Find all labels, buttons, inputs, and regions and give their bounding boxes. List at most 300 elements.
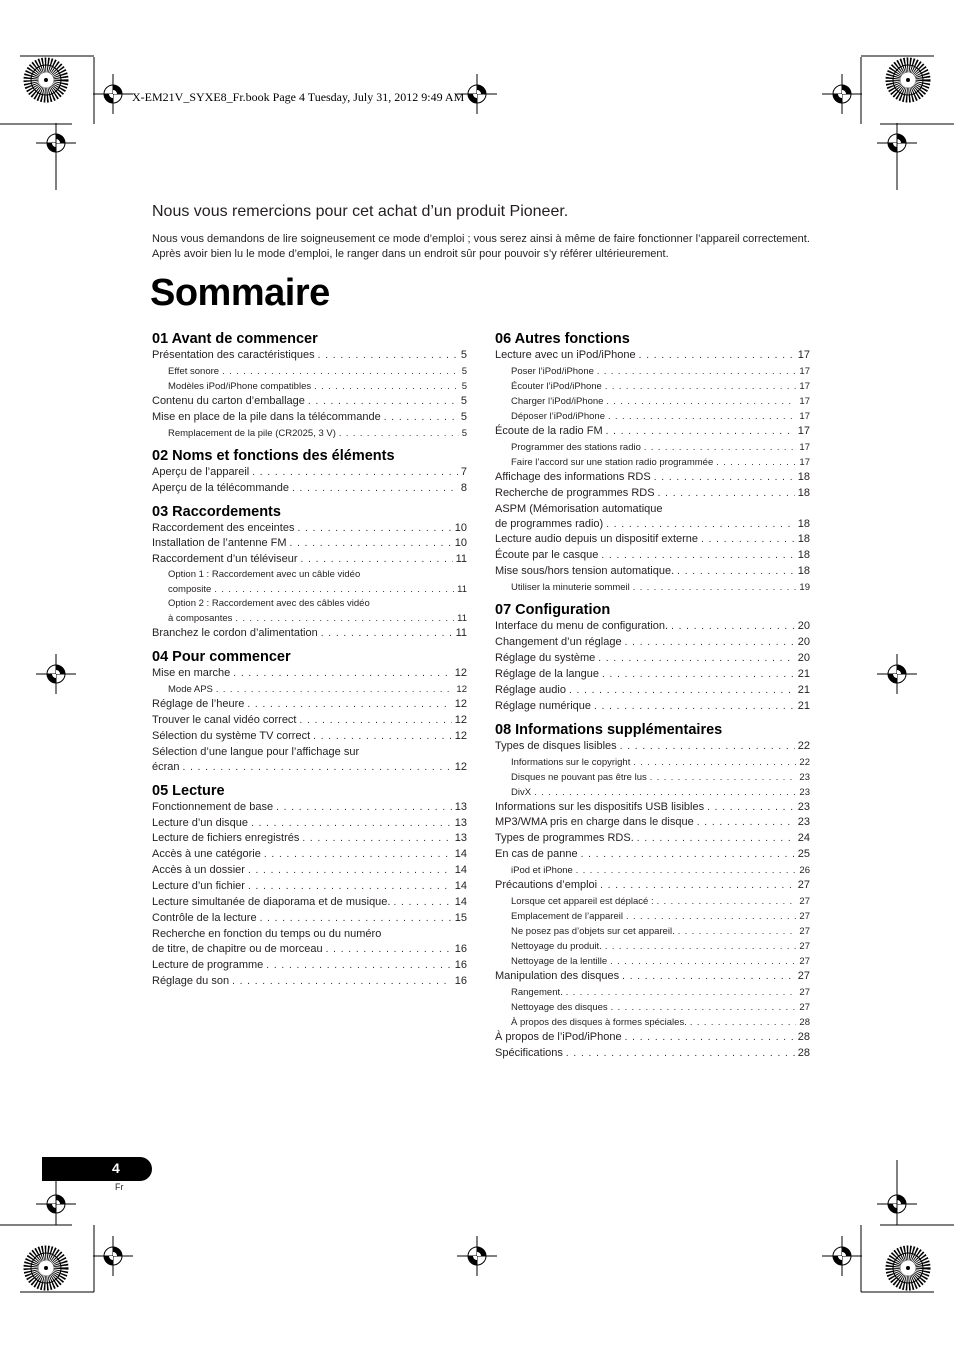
toc-leader-dots	[183, 761, 452, 776]
toc-entry[interactable]	[152, 465, 467, 481]
toc-entry[interactable]	[495, 969, 810, 985]
toc-entry[interactable]	[152, 348, 467, 364]
toc-entry-text: Raccordement d’un téléviseur	[152, 553, 298, 566]
toc-leader-dots	[606, 518, 795, 533]
toc-entry-page: 20	[797, 620, 810, 633]
toc-leader-dots	[302, 832, 451, 847]
toc-leader-dots	[251, 817, 452, 832]
toc-entry-page: 17	[799, 410, 810, 422]
toc-entry[interactable]	[495, 619, 810, 635]
crosshair-icon	[822, 74, 862, 114]
toc-entry-page: 27	[799, 911, 810, 923]
toc-entry-page: 5	[460, 410, 467, 423]
toc-section-title: 05 Lecture	[152, 782, 225, 799]
toc-entry[interactable]	[152, 800, 467, 816]
toc-entry-text: Remplacement de la pile (CR2025, 3 V)	[168, 427, 336, 439]
toc-entry-page: 18	[797, 470, 810, 483]
toc-entry[interactable]	[495, 409, 810, 424]
crosshair-icon	[93, 1236, 133, 1276]
toc-entry[interactable]	[495, 580, 810, 595]
toc-entry-text: Réglage de la langue	[495, 667, 599, 680]
toc-entry-page: 12	[454, 667, 467, 680]
toc-entry-text: Mode APS	[168, 684, 213, 696]
toc-entry-text: Effet sonore	[168, 365, 220, 377]
toc-entry-page: 28	[797, 1046, 810, 1059]
toc-entry[interactable]	[152, 697, 467, 713]
toc-leader-dots	[625, 636, 795, 651]
toc-entry-text: de titre, de chapitre ou de morceau	[152, 942, 323, 955]
toc-entry-page: 11	[457, 584, 467, 596]
toc-entry-text: Faire l’accord sur une station radio programmée	[511, 456, 714, 468]
toc-entry-text: Contrôle de la lecture	[152, 911, 257, 924]
crosshair-icon	[877, 654, 917, 694]
toc-entry-page: 17	[799, 456, 810, 468]
toc-entry[interactable]	[495, 739, 810, 755]
toc-entry-page: 12	[454, 729, 467, 742]
toc-entry-text: Lorsque cet appareil est déplacé :	[511, 896, 654, 908]
toc-entry-page: 10	[454, 537, 467, 550]
toc-section-title: 07 Configuration	[495, 602, 611, 619]
toc-entry[interactable]	[495, 800, 810, 816]
toc-entry[interactable]	[152, 552, 467, 568]
toc-entry-page: 28	[799, 1016, 810, 1028]
toc-entry[interactable]	[152, 568, 467, 582]
toc-entry-page: 17	[799, 441, 810, 453]
toc-entry-page: 17	[797, 349, 810, 361]
toc-leader-dots	[266, 959, 451, 974]
crosshair-icon	[822, 1236, 862, 1276]
toc-entry[interactable]	[495, 755, 810, 770]
toc-leader-dots	[566, 985, 797, 999]
toc-entry-text: Mise en marche	[152, 667, 231, 680]
toc-leader-dots	[569, 684, 795, 699]
toc-entry-page: 23	[799, 786, 810, 798]
toc-entry-text: MP3/WMA pris en charge dans le disque	[495, 816, 694, 829]
toc-entry-text: Lecture de programme	[152, 958, 264, 971]
toc-entry[interactable]	[495, 1000, 810, 1015]
toc-leader-dots	[622, 970, 795, 985]
toc-entry-text: Écouter l’iPod/iPhone	[511, 380, 602, 392]
toc-entry[interactable]	[495, 847, 810, 863]
crosshair-icon	[93, 74, 133, 114]
toc-entry-page: 5	[460, 349, 467, 361]
toc-entry-page: 11	[455, 627, 467, 640]
toc-entry[interactable]	[495, 699, 810, 715]
toc-entry[interactable]	[152, 974, 467, 990]
toc-leader-dots	[290, 537, 452, 552]
toc-leader-dots	[690, 1015, 797, 1029]
toc-section	[152, 330, 467, 441]
toc-entry-text: Sélection du système TV correct	[152, 729, 311, 742]
toc-entry[interactable]	[495, 909, 810, 924]
file-info-header: X-EM21V_SYXE8_Fr.book Page 4 Tuesday, July 31, 2012 9:49 AM	[132, 90, 465, 104]
toc-entry[interactable]	[152, 626, 467, 642]
toc-leader-dots	[300, 714, 452, 729]
toc-leader-dots	[597, 364, 797, 378]
toc-leader-dots	[606, 394, 796, 408]
toc-leader-dots	[600, 879, 795, 894]
toc-leader-dots	[581, 848, 795, 863]
toc-entry[interactable]	[152, 379, 467, 394]
crosshair-icon	[457, 1236, 497, 1276]
crosshair-icon	[36, 654, 76, 694]
toc-entry-text: à composantes	[168, 613, 233, 625]
toc-entry-text: Réglage de l’heure	[152, 698, 245, 711]
toc-leader-dots	[301, 553, 453, 568]
toc-entry-text: iPod et iPhone	[511, 865, 573, 877]
toc-leader-dots	[318, 349, 458, 364]
toc-entry-page: 18	[797, 533, 810, 546]
toc-entry[interactable]	[495, 517, 810, 533]
toc-leader-dots	[216, 682, 454, 696]
toc-entry[interactable]	[495, 651, 810, 667]
toc-leader-dots	[321, 627, 453, 642]
toc-entry[interactable]	[152, 481, 467, 497]
toc-entry[interactable]	[495, 1046, 810, 1062]
toc-entry[interactable]	[495, 348, 810, 364]
toc-entry-text: Mise en place de la pile dans la télécommande	[152, 410, 381, 423]
color-target-icon	[893, 65, 923, 95]
toc-entry-text: écran	[152, 760, 180, 773]
toc-leader-dots	[308, 395, 458, 410]
toc-entry[interactable]	[495, 985, 810, 1000]
toc-entry[interactable]	[152, 942, 467, 958]
toc-leader-dots	[566, 1047, 795, 1062]
color-target-icon	[31, 65, 61, 95]
toc-entry-page: 28	[797, 1030, 810, 1043]
toc-entry-page: 16	[454, 942, 467, 955]
toc-section-title: 01 Avant de commencer	[152, 331, 318, 347]
toc-entry-text: Lecture simultanée de diaporama et de musique.	[152, 896, 391, 909]
toc-entry-page: 12	[456, 684, 467, 696]
toc-left-column	[152, 330, 467, 989]
toc-entry[interactable]	[495, 1030, 810, 1046]
toc-leader-dots	[716, 455, 796, 469]
toc-entry[interactable]	[152, 682, 467, 697]
toc-entry-page: 24	[797, 832, 810, 845]
toc-entry[interactable]	[495, 683, 810, 699]
toc-entry[interactable]	[495, 770, 810, 785]
toc-entry-text: Écoute de la radio FM	[495, 424, 603, 437]
toc-entry-text: DivX	[511, 786, 532, 798]
toc-entry-page: 14	[454, 896, 467, 909]
toc-entry[interactable]	[152, 927, 467, 942]
toc-entry-text: Lecture de fichiers enregistrés	[152, 832, 300, 845]
toc-entry-text: Réglage du son	[152, 974, 230, 987]
page-language: Fr	[115, 1182, 124, 1192]
toc-entry-page: 5	[461, 380, 467, 392]
toc-entry[interactable]	[495, 486, 810, 502]
toc-entry-page: 27	[799, 941, 810, 953]
toc-entry-text: composite	[168, 584, 212, 596]
toc-leader-dots	[650, 770, 797, 784]
toc-entry-page: 18	[797, 486, 810, 499]
toc-leader-dots	[639, 349, 795, 364]
toc-entry-text: Aperçu de la télécommande	[152, 481, 289, 494]
toc-leader-dots	[314, 379, 459, 393]
toc-leader-dots	[644, 440, 797, 454]
toc-leader-dots	[252, 466, 458, 481]
toc-entry[interactable]	[495, 455, 810, 470]
toc-entry-text: Branchez le cordon d’alimentation	[152, 627, 318, 640]
toc-leader-dots	[384, 411, 458, 426]
toc-entry-page: 27	[799, 926, 810, 938]
toc-entry-text: Raccordement des enceintes	[152, 521, 295, 534]
toc-entry-text: Aperçu de l’appareil	[152, 465, 250, 478]
toc-entry[interactable]	[152, 521, 467, 537]
toc-entry[interactable]	[495, 831, 810, 847]
toc-entry[interactable]	[152, 713, 467, 729]
toc-entry-page: 17	[799, 395, 810, 407]
toc-entry-page: 12	[454, 760, 467, 773]
toc-entry-page: 27	[797, 970, 810, 983]
toc-leader-dots	[232, 975, 452, 990]
toc-entry[interactable]	[152, 410, 467, 426]
toc-entry-page: 11	[457, 613, 467, 625]
toc-entry-page: 27	[799, 986, 810, 998]
toc-leader-dots	[248, 880, 452, 895]
toc-entry-page: 13	[454, 832, 467, 845]
page-title: Sommaire	[150, 272, 330, 314]
toc-entry[interactable]	[495, 939, 810, 954]
toc-leader-dots	[605, 939, 797, 953]
toc-entry-page: 18	[797, 517, 810, 530]
toc-entry-page: 5	[460, 394, 467, 407]
toc-leader-dots	[633, 755, 796, 769]
toc-entry-page: 13	[454, 800, 467, 813]
toc-entry[interactable]	[152, 911, 467, 927]
toc-entry-page: 19	[799, 582, 810, 594]
toc-leader-dots	[605, 379, 797, 393]
toc-section	[495, 601, 810, 714]
toc-leader-dots	[276, 801, 452, 816]
toc-entry[interactable]	[495, 635, 810, 651]
toc-entry-page: 26	[799, 865, 810, 877]
toc-entry[interactable]	[495, 667, 810, 683]
toc-entry-text: Réglage du système	[495, 651, 596, 664]
toc-entry[interactable]	[495, 785, 810, 800]
toc-entry[interactable]	[152, 582, 467, 597]
toc-entry-text: Réglage audio	[495, 683, 566, 696]
toc-entry[interactable]	[152, 536, 467, 552]
toc-entry[interactable]	[495, 470, 810, 486]
toc-entry-page: 22	[799, 756, 810, 768]
toc-section	[152, 447, 467, 497]
toc-entry-page: 14	[454, 864, 467, 877]
toc-leader-dots	[534, 785, 796, 799]
toc-entry-text: En cas de panne	[495, 848, 578, 861]
toc-leader-dots	[339, 426, 459, 440]
toc-entry[interactable]	[152, 958, 467, 974]
toc-entry-text: Accès à un dossier	[152, 864, 245, 877]
toc-section-title: 03 Raccordements	[152, 503, 281, 520]
toc-entry[interactable]	[152, 364, 467, 379]
toc-entry-page: 23	[797, 800, 810, 813]
toc-entry-text: Accès à une catégorie	[152, 848, 261, 861]
toc-entry-page: 20	[797, 651, 810, 664]
toc-entry[interactable]	[152, 847, 467, 863]
toc-leader-dots	[620, 740, 795, 755]
toc-entry[interactable]	[495, 878, 810, 894]
toc-leader-dots	[264, 848, 452, 863]
toc-entry-page: 23	[799, 771, 810, 783]
toc-entry-page: 16	[454, 974, 467, 987]
toc-leader-dots	[658, 487, 795, 502]
toc-entry-page: 14	[454, 848, 467, 861]
toc-entry-page: 21	[797, 699, 810, 712]
toc-entry-page: 5	[461, 427, 467, 439]
toc-leader-dots	[707, 801, 795, 816]
toc-entry-page: 27	[799, 1001, 810, 1013]
toc-entry-page: 18	[797, 565, 810, 578]
toc-entry[interactable]	[152, 895, 467, 911]
toc-leader-dots	[222, 364, 459, 378]
toc-entry-text: Changement d’un réglage	[495, 636, 622, 649]
intro-title: Nous vous remercions pour cet achat d’un produit Pioneer.	[152, 203, 569, 220]
toc-entry-text: Lecture d’un fichier	[152, 880, 245, 893]
toc-entry-text: Lecture audio depuis un dispositif externe	[495, 533, 699, 546]
toc-section	[152, 503, 467, 643]
toc-entry-page: 20	[797, 636, 810, 649]
toc-right-column	[495, 330, 810, 1062]
toc-entry[interactable]	[495, 894, 810, 909]
toc-entry[interactable]	[152, 426, 467, 441]
toc-section	[152, 782, 467, 990]
toc-leader-dots	[654, 471, 795, 486]
toc-entry-text: Précautions d’emploi	[495, 879, 598, 892]
toc-leader-dots	[233, 667, 451, 682]
toc-entry-text: Nettoyage de la lentille	[511, 956, 608, 968]
toc-entry-text: Fonctionnement de base	[152, 800, 274, 813]
toc-entry[interactable]	[495, 424, 810, 440]
toc-entry[interactable]	[152, 831, 467, 847]
toc-entry[interactable]	[152, 760, 467, 776]
toc-entry[interactable]	[495, 502, 810, 517]
toc-entry-text: ASPM (Mémorisation automatique	[495, 502, 663, 515]
toc-section	[152, 648, 467, 775]
toc-entry[interactable]	[495, 532, 810, 548]
toc-entry-page: 25	[797, 848, 810, 861]
toc-entry[interactable]	[495, 394, 810, 409]
toc-leader-dots	[247, 698, 451, 713]
toc-section-title: 04 Pour commencer	[152, 649, 291, 666]
toc-entry-text: Charger l’iPod/iPhone	[511, 395, 604, 407]
toc-entry-text: Trouver le canal vidéo correct	[152, 713, 297, 726]
toc-leader-dots	[602, 668, 795, 683]
toc-entry-page: 27	[799, 956, 810, 968]
toc-entry-page: 14	[454, 880, 467, 893]
toc-entry-text: Informations sur le copyright	[511, 756, 631, 768]
toc-entry-page: 5	[461, 365, 467, 377]
toc-entry[interactable]	[495, 564, 810, 580]
toc-entry[interactable]	[495, 364, 810, 379]
toc-entry-text: Ne posez pas d’objets sur cet appareil.	[511, 926, 675, 938]
toc-entry[interactable]	[152, 879, 467, 895]
toc-entry[interactable]	[152, 597, 467, 611]
toc-leader-dots	[637, 832, 795, 847]
toc-entry-text: Réglage numérique	[495, 699, 592, 712]
toc-entry[interactable]	[495, 924, 810, 939]
toc-entry-page: 12	[454, 698, 467, 711]
toc-leader-dots	[678, 924, 797, 938]
toc-entry-page: 10	[454, 521, 467, 534]
toc-leader-dots	[297, 522, 451, 537]
toc-entry[interactable]	[152, 666, 467, 682]
toc-entry-page: 23	[797, 816, 810, 829]
page-number-badge	[42, 1157, 152, 1181]
page-number: 4	[112, 1160, 120, 1176]
toc-entry[interactable]	[152, 611, 467, 626]
toc-section-title: 08 Informations supplémentaires	[495, 721, 723, 738]
toc-leader-dots	[601, 549, 794, 564]
toc-entry[interactable]	[495, 815, 810, 831]
toc-entry-text: Écoute par le casque	[495, 549, 599, 562]
toc-entry-text: Option 1 : Raccordement avec un câble vidéo	[168, 569, 361, 581]
toc-leader-dots	[598, 652, 794, 667]
toc-entry[interactable]	[495, 863, 810, 878]
toc-entry[interactable]	[152, 816, 467, 832]
toc-entry-text: Types de disques lisibles	[495, 739, 617, 752]
toc-leader-dots	[260, 912, 452, 927]
toc-entry-page: 7	[460, 465, 467, 478]
toc-entry-text: Modèles iPod/iPhone compatibles	[168, 380, 312, 392]
toc-section	[495, 330, 810, 595]
toc-entry-text: À propos de l’iPod/iPhone	[495, 1030, 622, 1043]
toc-entry[interactable]	[152, 729, 467, 745]
toc-entry[interactable]	[495, 379, 810, 394]
toc-entry-page: 11	[455, 553, 467, 566]
toc-entry-text: À propos des disques à formes spéciales.	[511, 1016, 687, 1028]
toc-entry-page: 17	[799, 365, 810, 377]
toc-entry-text: Nettoyage des disques	[511, 1001, 608, 1013]
toc-entry-text: Disques ne pouvant pas être lus	[511, 771, 647, 783]
toc-leader-dots	[292, 482, 458, 497]
toc-leader-dots	[576, 863, 797, 877]
toc-entry-page: 17	[797, 424, 810, 437]
toc-entry-text: Lecture d’un disque	[152, 816, 249, 829]
toc-leader-dots	[313, 730, 452, 745]
toc-entry-text: Lecture avec un iPod/iPhone	[495, 349, 636, 361]
toc-entry[interactable]	[495, 954, 810, 969]
toc-entry[interactable]	[495, 548, 810, 564]
toc-entry-page: 22	[797, 739, 810, 752]
toc-entry-page: 17	[799, 380, 810, 392]
toc-leader-dots	[671, 620, 795, 635]
toc-section-title: 02 Noms et fonctions des éléments	[152, 447, 395, 464]
toc-entry-text: Option 2 : Raccordement avec des câbles vidéo	[168, 598, 370, 610]
toc-leader-dots	[611, 1000, 797, 1014]
toc-entry[interactable]	[152, 394, 467, 410]
toc-entry-page: 27	[799, 896, 810, 908]
toc-leader-dots	[610, 954, 796, 968]
toc-entry[interactable]	[495, 440, 810, 455]
toc-entry-text: Manipulation des disques	[495, 970, 620, 983]
toc-leader-dots	[393, 896, 451, 911]
toc-leader-dots	[701, 533, 795, 548]
toc-leader-dots	[633, 580, 797, 594]
toc-entry-page: 21	[797, 667, 810, 680]
toc-entry[interactable]	[495, 1015, 810, 1030]
toc-leader-dots	[235, 611, 454, 625]
toc-section	[495, 721, 810, 1062]
intro-text: Nous vous demandons de lire soigneusement ce mode d’emploi ; vous serez ainsi à même de faire fonctionner l’appareil correctement. Après avoir bien lu le mode d’emploi, le ranger dans un endroit sûr pour pouvoir s’y référer ultérieurement.	[152, 233, 810, 260]
toc-entry-page: 18	[797, 549, 810, 562]
toc-entry[interactable]	[152, 745, 467, 760]
toc-entry[interactable]	[152, 863, 467, 879]
toc-leader-dots	[248, 864, 452, 879]
toc-entry-page: 21	[797, 683, 810, 696]
toc-entry-text: Interface du menu de configuration.	[495, 620, 669, 633]
